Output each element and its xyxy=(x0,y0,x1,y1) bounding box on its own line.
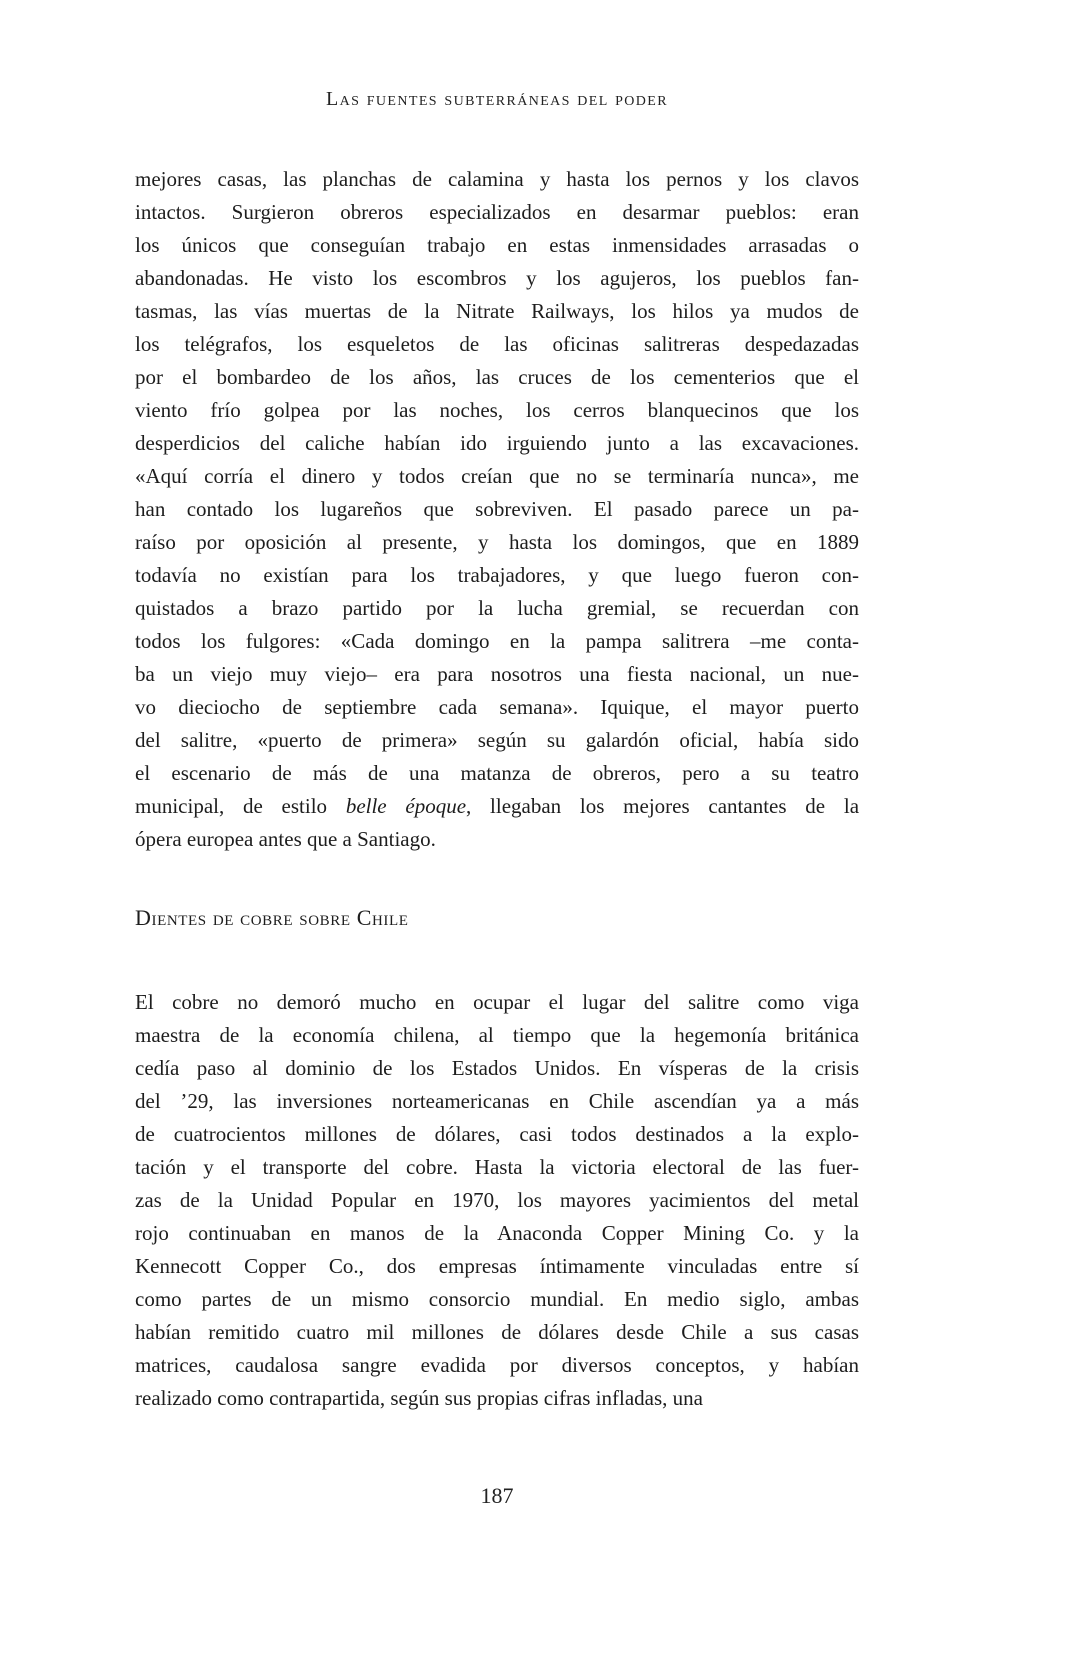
text-line: abandonadas. He visto los escombros y los agujeros, los pueblos fan- xyxy=(135,266,859,290)
text-line: intactos. Surgieron obreros especializados en desarmar pueblos: eran xyxy=(135,200,859,224)
text-line: realizado como contrapartida, según sus propias cifras infladas, una xyxy=(135,1386,703,1410)
text-line: todavía no existían para los trabajadores, y que luego fueron con- xyxy=(135,563,859,587)
text-line: mejores casas, las planchas de calamina y hasta los pernos y los clavos xyxy=(135,167,859,191)
text-line: matrices, caudalosa sangre evadida por diversos conceptos, y habían xyxy=(135,1353,859,1377)
text-line: ba un viejo muy viejo– era para nosotros una fiesta nacional, un nue- xyxy=(135,662,859,686)
text-line: rojo continuaban en manos de la Anaconda Copper Mining Co. y la xyxy=(135,1221,859,1245)
text-line: como partes de un mismo consorcio mundial. En medio siglo, ambas xyxy=(135,1287,859,1311)
text-line: de cuatrocientos millones de dólares, casi todos destinados a la explo- xyxy=(135,1122,859,1146)
text-line: ópera europea antes que a Santiago. xyxy=(135,827,436,851)
text-line: municipal, de estilo belle époque, llegaban los mejores cantantes de la xyxy=(135,794,860,818)
text-line: zas de la Unidad Popular en 1970, los mayores yacimientos del metal xyxy=(135,1188,859,1212)
italic-text: belle époque xyxy=(345,794,467,818)
text-line: cedía paso al dominio de los Estados Unidos. En vísperas de la crisis xyxy=(135,1056,859,1080)
text-line: los únicos que conseguían trabajo en estas inmensidades arrasadas o xyxy=(135,233,859,257)
text-line: todos los fulgores: «Cada domingo en la pampa salitrera –me conta- xyxy=(135,629,859,653)
text-line: han contado los lugareños que sobreviven. El pasado parece un pa- xyxy=(135,497,859,521)
text-line: habían remitido cuatro mil millones de dólares desde Chile a sus casas xyxy=(135,1320,859,1344)
text-line: vo dieciocho de septiembre cada semana». Iquique, el mayor puerto xyxy=(135,695,859,719)
paragraph-copper-chile xyxy=(135,986,859,1415)
text-line: por el bombardeo de los años, las cruces de los cementerios que el xyxy=(135,365,859,389)
section-heading: Dientes de cobre sobre Chile xyxy=(135,905,409,930)
running-header: Las fuentes subterráneas del poder xyxy=(326,88,668,110)
text-line: Kennecott Copper Co., dos empresas íntimamente vinculadas entre sí xyxy=(135,1254,859,1278)
text-line: «Aquí corría el dinero y todos creían que no se terminaría nunca», me xyxy=(135,464,859,488)
page-number: 187 xyxy=(480,1483,514,1508)
paragraph-nitrate-towns xyxy=(135,163,859,856)
text-line: El cobre no demoró mucho en ocupar el lugar del salitre como viga xyxy=(135,990,859,1014)
text-line: quistados a brazo partido por la lucha gremial, se recuerdan con xyxy=(135,596,859,620)
text-line: viento frío golpea por las noches, los cerros blanquecinos que los xyxy=(135,398,859,422)
text-line: maestra de la economía chilena, al tiempo que la hegemonía británica xyxy=(135,1023,859,1047)
text-line: del ’29, las inversiones norteamericanas en Chile ascendían ya a más xyxy=(135,1089,859,1113)
text-column xyxy=(135,0,859,1677)
text-line: el escenario de más de una matanza de obreros, pero a su teatro xyxy=(135,761,859,785)
text-line: tación y el transporte del cobre. Hasta la victoria electoral de las fuer- xyxy=(135,1155,859,1179)
text-line: del salitre, «puerto de primera» según su galardón oficial, había sido xyxy=(135,728,859,752)
text-line: los telégrafos, los esqueletos de las oficinas salitreras despedazadas xyxy=(135,332,859,356)
text-line: tasmas, las vías muertas de la Nitrate Railways, los hilos ya mudos de xyxy=(135,299,859,323)
text-line: desperdicios del caliche habían ido irguiendo junto a las excavaciones. xyxy=(135,431,859,455)
text-line: raíso por oposición al presente, y hasta los domingos, que en 1889 xyxy=(135,530,859,554)
